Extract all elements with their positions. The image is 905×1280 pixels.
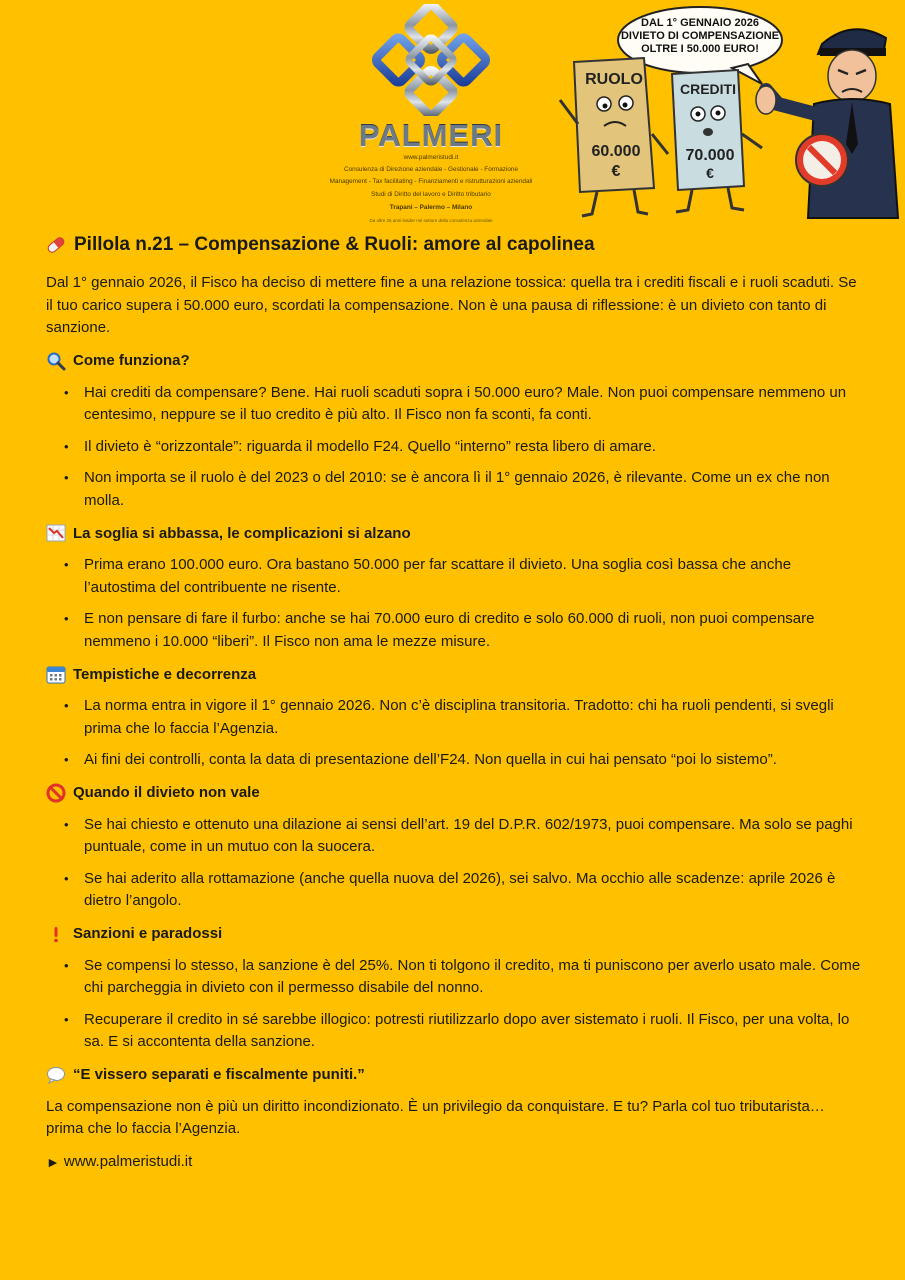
crediti-amount: 70.000 (685, 147, 735, 164)
website-link[interactable]: www.palmeristudi.it (63, 1152, 193, 1170)
crediti-currency: € (706, 165, 714, 181)
cartoon-illustration (552, 4, 902, 226)
palmeri-emblem-icon (366, 4, 496, 116)
section-heading-text: “E vissero separati e fiscalmente puniti.” (73, 1066, 365, 1083)
section-heading-text: Tempistiche e decorrenza (73, 665, 257, 683)
ruolo-character (560, 58, 668, 216)
bubble-line-3: OLTRE I 50.000 EURO! (641, 43, 759, 55)
section-heading-divieto-non-vale (46, 782, 861, 804)
logo-cities: Trapani – Palermo – Milano (389, 204, 473, 211)
section-heading-text: La soglia si abbassa, le complicazioni si alzano (73, 524, 411, 542)
ruolo-amount: 60.000 (591, 143, 641, 160)
list-item: • Recuperare il credito in sé sarebbe illogico: potresti riutilizzarlo dopo aver sistemato i ruoli. Il Fisco, per una volta, lo sa. E si accontenta della sanzione. (46, 1009, 861, 1054)
logo-wordmark: PALMERI (358, 118, 504, 153)
section-heading-sanzioni (46, 923, 861, 945)
pill-icon (46, 235, 66, 255)
title-text: Pillola n.21 – Compensazione & Ruoli: amore al capolinea (74, 234, 595, 255)
crediti-character (672, 70, 762, 212)
logo-footnote: Da oltre 25 anni leader nel settore della consulenza aziendale (369, 218, 493, 223)
list-item: • Se hai chiesto e ottenuto una dilazione ai sensi dell’art. 19 del D.P.R. 602/1973, puoi compensare. Ma solo se paghi puntuale, come in un mutuo con la suocera. (46, 814, 861, 859)
bullet-list-come-funziona (46, 382, 861, 513)
section-heading-soglia (46, 522, 861, 544)
list-item: • La norma entra in vigore il 1° gennaio 2026. Non c’è disciplina transitoria. Tradotto: chi ha ruoli pendenti, si svegli prima che lo faccia l’Agenzia. (46, 695, 861, 740)
chart-down-icon (46, 523, 66, 543)
ruolo-currency: € (611, 163, 621, 180)
header (0, 0, 905, 228)
article (46, 232, 861, 1173)
play-arrow-icon: ► (46, 1153, 60, 1170)
palmeri-logo (316, 4, 546, 226)
section-heading-text: Quando il divieto non vale (73, 784, 260, 801)
exclamation-icon (46, 924, 66, 944)
list-item: • Se compensi lo stesso, la sanzione è del 25%. Non ti tolgono il credito, ma ti puniscono per averlo usato male. Come chi parcheggia in divieto con il permesso disabile del nonno. (46, 955, 861, 1000)
list-item: • Non importa se il ruolo è del 2023 o del 2010: se è ancora lì il 1° gennaio 2026, è rilevante. Come un ex che non molla. (46, 467, 861, 512)
list-item: • Hai crediti da compensare? Bene. Hai ruoli scaduti sopra i 50.000 euro? Male. Non puoi compensare nemmeno un centesimo, neppure se il tuo credito è più alto. Il Fisco non fa sconti, fa conti. (46, 382, 861, 427)
bullet-list-tempistiche (46, 695, 861, 772)
section-heading-come-funziona (46, 350, 861, 372)
magnifier-icon (46, 351, 66, 371)
ruolo-label: RUOLO (585, 71, 643, 88)
website-link-row[interactable] (46, 1151, 861, 1173)
closing-paragraph: La compensazione non è più un diritto incondizionato. È un privilegio da conquistare. E tu? Parla col tuo tributarista… prima che lo faccia l’Agenzia. (46, 1097, 825, 1137)
list-item: • Se hai aderito alla rottamazione (anche quella nuova del 2026), sei salvo. Ma occhio alle scadenze: aprile 2026 è dietro l’angolo. (46, 868, 861, 913)
speech-bubble-icon (46, 1065, 66, 1085)
bullet-list-divieto-non-vale (46, 814, 861, 913)
logo-tagline-2: Management - Tax facilitating - Finanziamenti e ristrutturazioni aziendali (329, 178, 533, 185)
list-item: • Prima erano 100.000 euro. Ora bastano 50.000 per far scattare il divieto. Una soglia così bassa che anche l’autostima del contribuente ne risente. (46, 554, 861, 599)
section-heading-tempistiche (46, 663, 861, 685)
calendar-icon (46, 664, 66, 684)
list-item: • Il divieto è “orizzontale”: riguarda il modello F24. Quello “interno” resta libero di amare. (46, 436, 861, 459)
bubble-line-1: DAL 1° GENNAIO 2026 (641, 17, 759, 29)
crediti-label: CREDITI (680, 81, 736, 97)
officer-character (756, 29, 898, 218)
list-item: • Ai fini dei controlli, conta la data di presentazione dell’F24. Non quella in cui hai pensato “poi lo sistemo”. (46, 749, 861, 772)
bubble-line-2: DIVIETO DI COMPENSAZIONE (620, 30, 780, 42)
section-heading-quote (46, 1064, 861, 1086)
bullet-list-sanzioni (46, 955, 861, 1054)
logo-website: www.palmeristudi.it (403, 154, 459, 161)
section-heading-text: Come funziona? (73, 352, 190, 369)
intro-paragraph: Dal 1° gennaio 2026, il Fisco ha deciso di mettere fine a una relazione tossica: quella tra i crediti fiscali e i ruoli scaduti. Se il tuo carico supera i 50.000 euro, scordati la compensazione. Non è una pausa di riflessione: è un divieto con tanto di sanzione. (46, 274, 857, 336)
page-title (46, 232, 861, 258)
list-item: • E non pensare di fare il furbo: anche se hai 70.000 euro di credito e solo 60.000 di ruoli, non puoi compensare nemmeno i 10.000 “liberi”. Il Fisco non ama le mezze misure. (46, 608, 861, 653)
section-heading-text: Sanzioni e paradossi (73, 925, 223, 942)
prohibited-icon (46, 783, 66, 803)
bullet-list-soglia (46, 554, 861, 653)
logo-tagline-1: Consulenza di Direzione aziendale - Gestionale - Formazione (343, 166, 519, 173)
logo-tagline-3: Studi di Diritto del lavoro e Diritto tributario (371, 191, 491, 198)
